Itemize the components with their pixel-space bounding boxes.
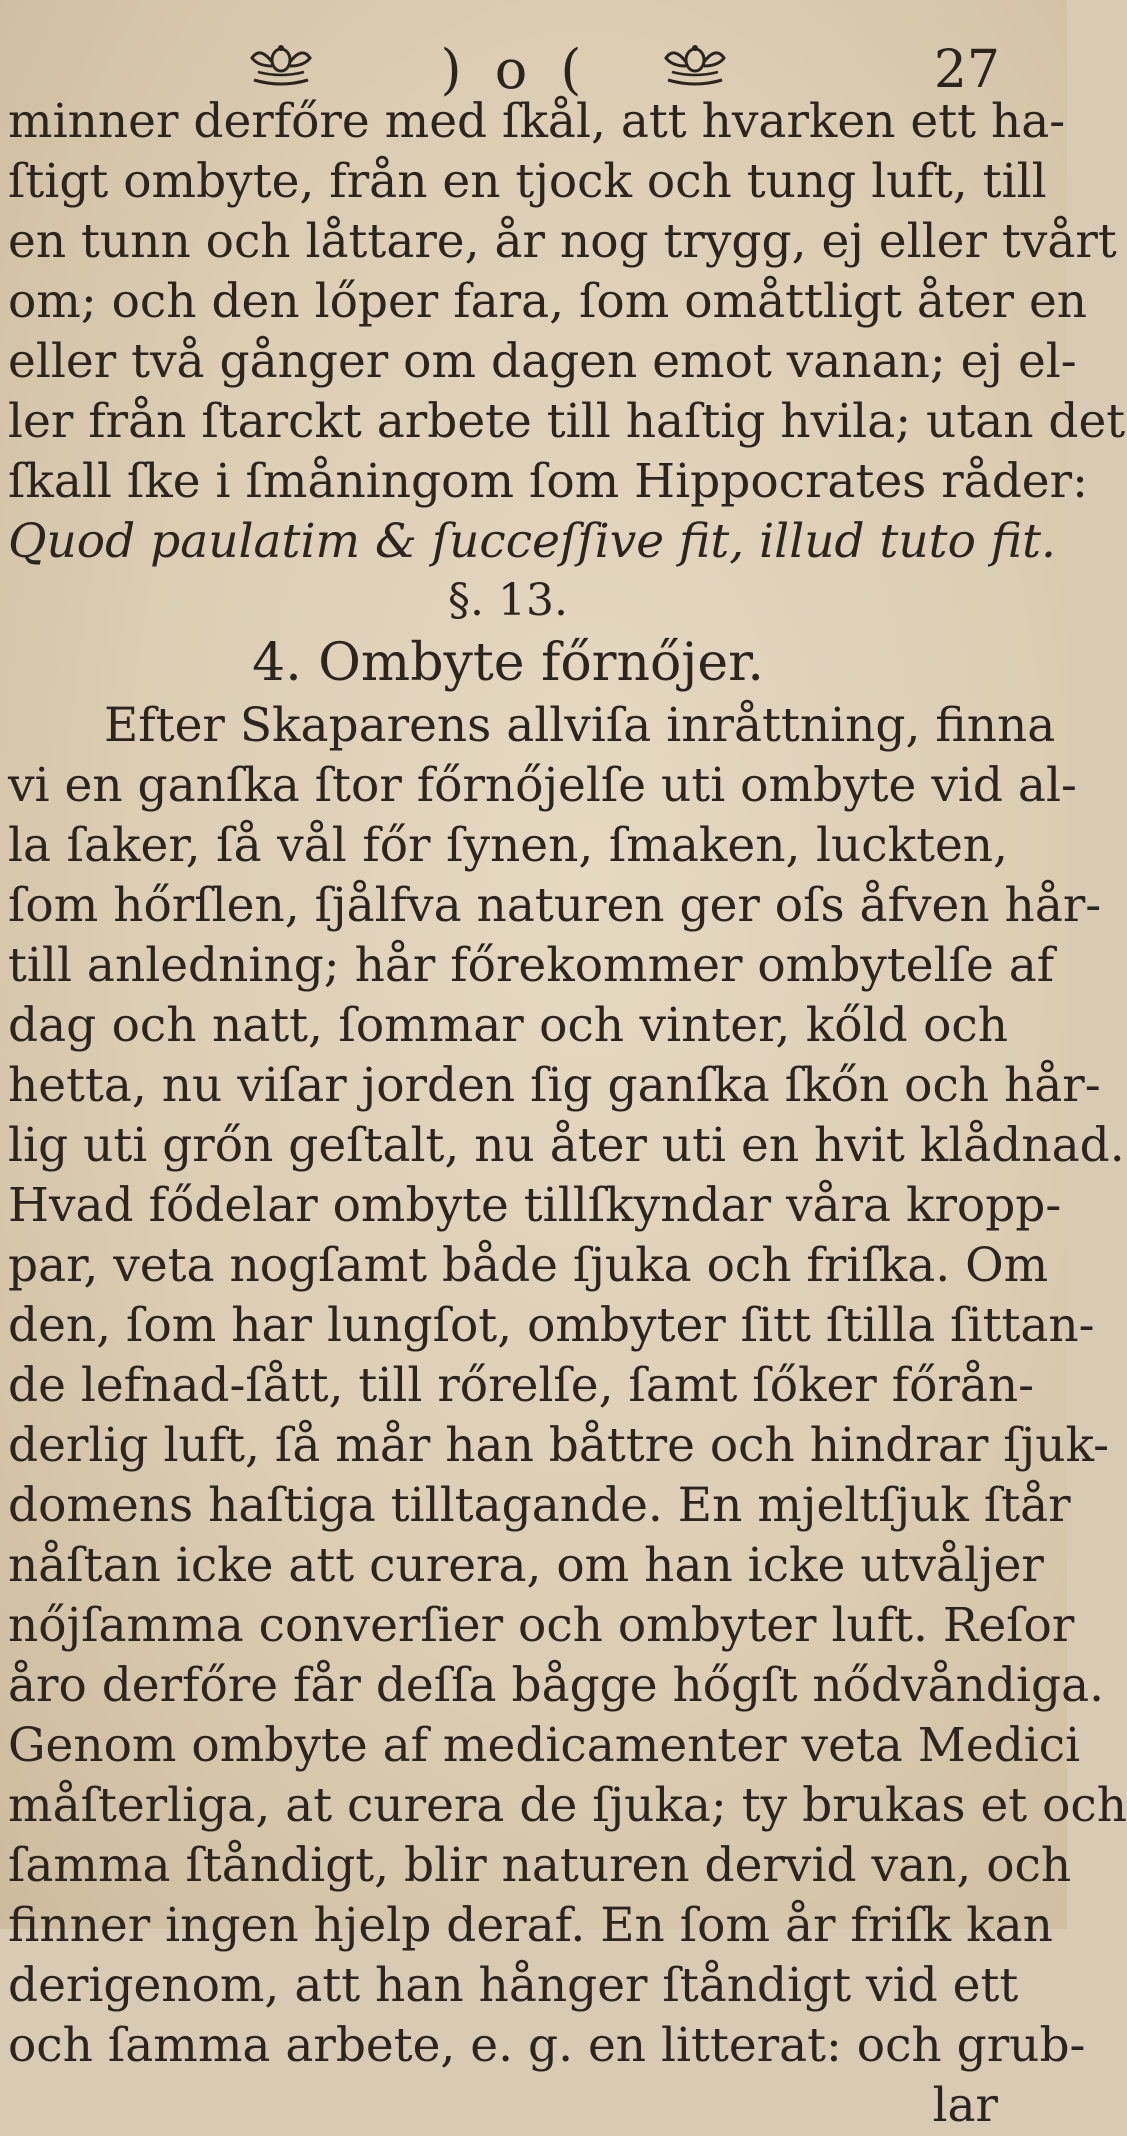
text-line: ler från ſtarckt arbete till haſtig hvila; utan det bbox=[8, 394, 1126, 449]
section-number: §. 13. bbox=[448, 575, 568, 626]
text-line: nåſtan icke att curera, om han icke utvåljer bbox=[8, 1538, 1044, 1593]
text-line: dag och natt, ſommar och vinter, kőld och bbox=[8, 998, 1008, 1053]
floral-ornament-icon bbox=[246, 42, 316, 88]
header-mark: ) o ( bbox=[440, 38, 590, 101]
text-line: minner derfőre med ſkål, att hvarken ett ha- bbox=[8, 94, 1066, 149]
text-line: till anledning; hår főrekommer ombytelſe af bbox=[8, 938, 1055, 993]
text-line: nőjſamma converſier och ombyter luft. Reſor bbox=[8, 1598, 1075, 1653]
text-line: om; och den lőper fara, ſom omåttligt åter en bbox=[8, 274, 1088, 329]
text-line: Efter Skaparens allviſa inråttning, finna bbox=[104, 698, 1056, 753]
text-line: ſkall ſke i ſmåningom ſom Hippocrates råder: bbox=[8, 454, 1088, 509]
text-line: domens haſtiga tilltagande. En mjeltſjuk ſtår bbox=[8, 1478, 1071, 1533]
text-line: finner ingen hjelp deraf. En ſom år friſk kan bbox=[8, 1898, 1053, 1953]
text-line: par, veta nogſamt både ſjuka och friſka. Om bbox=[8, 1238, 1049, 1293]
text-line: den, ſom har lungſot, ombyter ſitt ſtilla ſittan- bbox=[8, 1298, 1095, 1353]
text-line: la ſaker, ſå vål főr ſynen, ſmaken, luckten, bbox=[8, 818, 1008, 873]
text-line: hetta, nu viſar jorden ſig ganſka ſkőn och hår- bbox=[8, 1058, 1101, 1113]
text-line: Hvad fődelar ombyte tillſkyndar våra kropp- bbox=[8, 1178, 1062, 1233]
section-heading: 4. Ombyte főrnőjer. bbox=[252, 633, 764, 693]
latin-quote-line: Quod paulatim & ſucceſſive fit, illud tuto fit. bbox=[8, 514, 1056, 569]
text-line: derlig luft, ſå mår han båttre och hindrar ſjuk- bbox=[8, 1418, 1110, 1473]
text-line: lig uti grőn geſtalt, nu åter uti en hvit klådnad. bbox=[8, 1118, 1125, 1173]
page-number: 27 bbox=[933, 40, 1000, 100]
text-line: ſtigt ombyte, från en tjock och tung luft, till bbox=[8, 154, 1047, 209]
text-line: Genom ombyte af medicamenter veta Medici bbox=[8, 1718, 1081, 1773]
text-line: ſamma ſtåndigt, blir naturen dervid van, och bbox=[8, 1838, 1072, 1893]
text-line: vi en ganſka ſtor főrnőjelſe uti ombyte vid al- bbox=[8, 758, 1077, 813]
text-line: och ſamma arbete, e. g. en litterat: och grub- bbox=[8, 2018, 1086, 2073]
text-line: en tunn och låttare, år nog trygg, ej eller tvårt bbox=[8, 214, 1117, 269]
catchword: lar bbox=[932, 2078, 998, 2133]
body-text bbox=[8, 92, 1127, 2136]
text-line: derigenom, att han hånger ſtåndigt vid ett bbox=[8, 1958, 1019, 2013]
floral-ornament-icon bbox=[660, 42, 730, 88]
text-line: ſom hőrſlen, ſjålfva naturen ger oſs åfven hår- bbox=[8, 878, 1102, 933]
text-line: de lefnad-ſått, till rőrelſe, ſamt ſőker főrån- bbox=[8, 1358, 1035, 1413]
text-line: måſterliga, at curera de ſjuka; ty brukas et och bbox=[8, 1778, 1127, 1833]
text-line: eller två gånger om dagen emot vanan; ej el- bbox=[8, 334, 1077, 389]
text-line: åro derfőre får deſſa bågge hőgſt nődvåndiga. bbox=[8, 1658, 1105, 1713]
